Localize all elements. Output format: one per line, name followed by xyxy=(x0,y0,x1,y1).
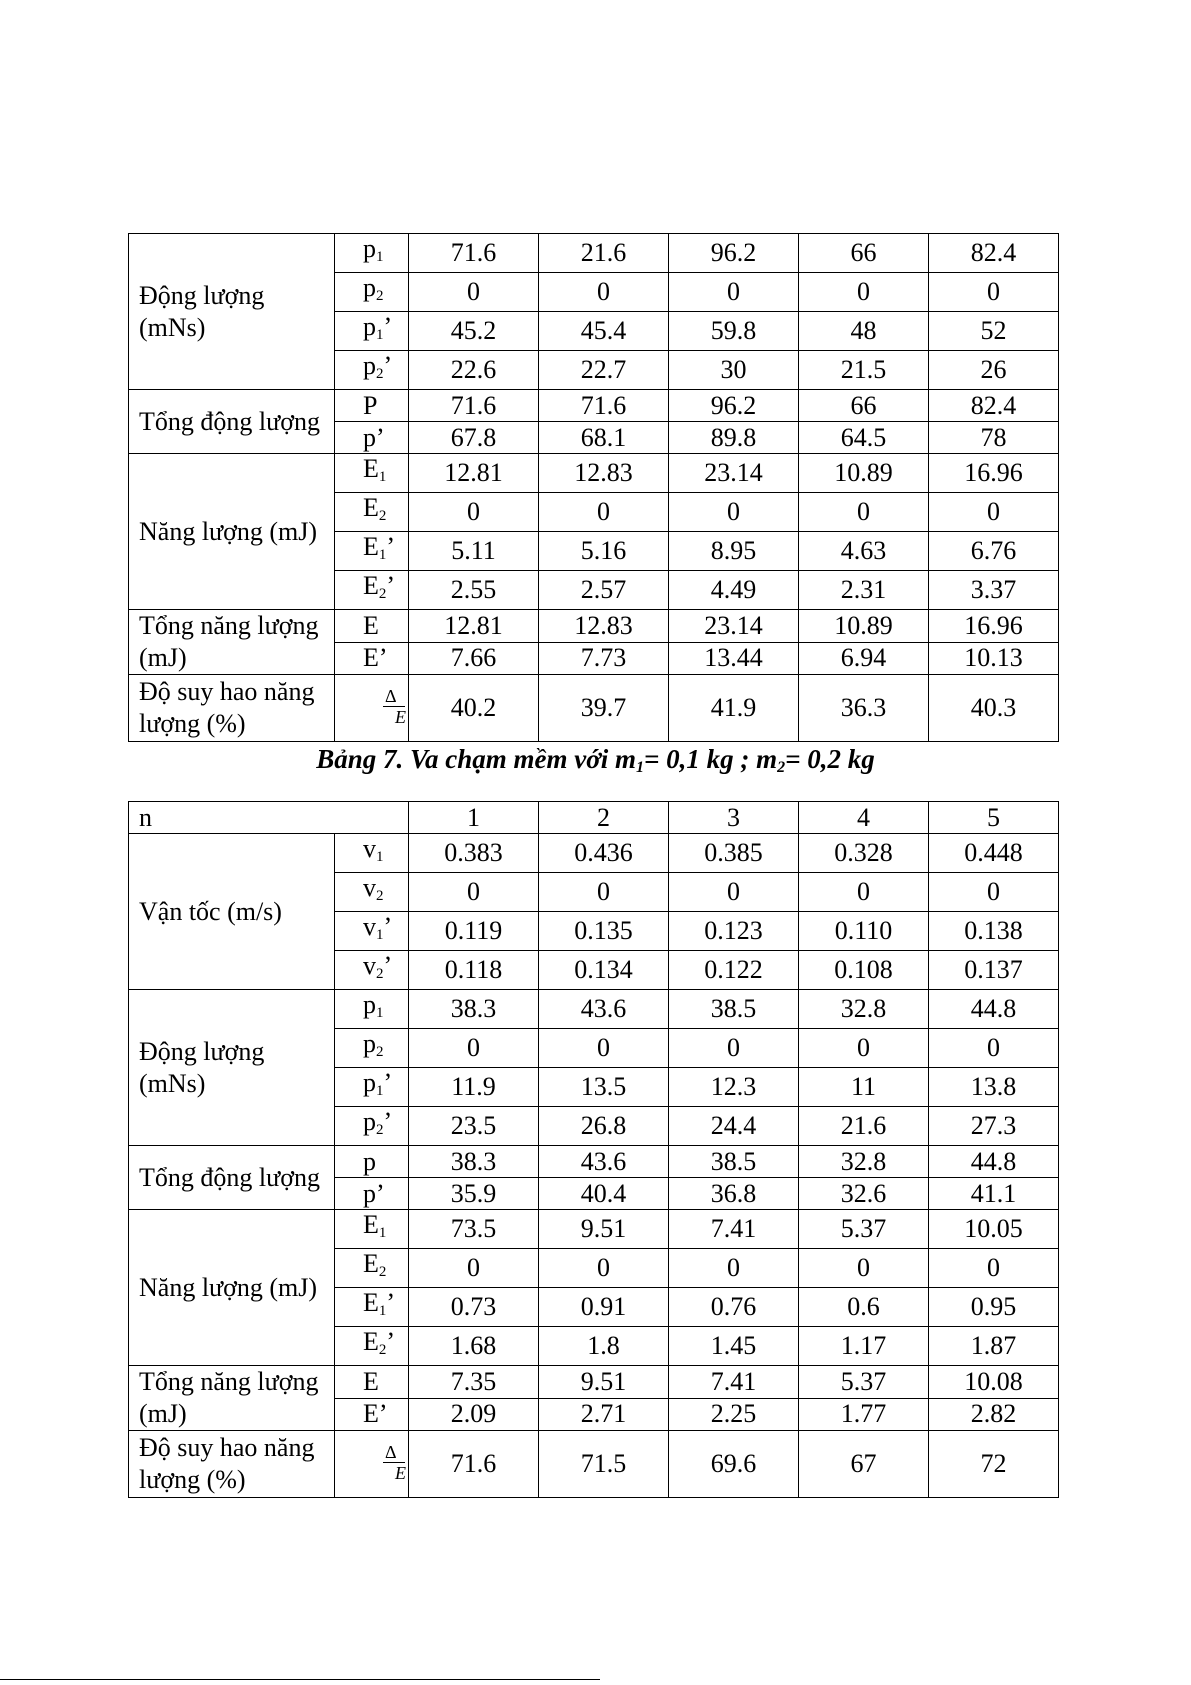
value-cell: 1.17 xyxy=(799,1327,929,1366)
energy-loss-label: Độ suy hao năng lượng (%) xyxy=(129,675,335,742)
value-cell: 45.4 xyxy=(539,312,669,351)
value-cell: 0 xyxy=(409,493,539,532)
quantity-symbol xyxy=(335,1398,409,1431)
quantity-symbol xyxy=(335,454,409,493)
energy-loss-value: 39.7 xyxy=(539,675,669,742)
value-cell: 23.14 xyxy=(669,454,799,493)
value-cell: 40.4 xyxy=(539,1178,669,1210)
symbol-text: p xyxy=(363,1107,376,1136)
value-cell: 4.49 xyxy=(669,571,799,610)
value-cell: 71.6 xyxy=(409,234,539,273)
value-cell: 16.96 xyxy=(929,610,1059,643)
value-cell: 44.8 xyxy=(929,990,1059,1029)
value-cell: 82.4 xyxy=(929,390,1059,422)
symbol-prime: ’ xyxy=(383,1107,393,1136)
symbol-text: P xyxy=(363,390,378,420)
fraction-denominator: E xyxy=(395,1463,406,1483)
value-cell: 10.89 xyxy=(799,610,929,643)
value-cell: 0 xyxy=(539,1249,669,1288)
table-row xyxy=(129,390,1059,422)
value-cell: 2.55 xyxy=(409,571,539,610)
value-cell: 0 xyxy=(929,1249,1059,1288)
value-cell: 73.5 xyxy=(409,1210,539,1249)
value-cell: 2.09 xyxy=(409,1398,539,1431)
value-cell: 0.76 xyxy=(669,1288,799,1327)
value-cell: 0.135 xyxy=(539,912,669,951)
value-cell: 21.6 xyxy=(799,1107,929,1146)
value-cell: 10.13 xyxy=(929,642,1059,675)
value-cell: 24.4 xyxy=(669,1107,799,1146)
value-cell: 0 xyxy=(409,873,539,912)
symbol-text: p’ xyxy=(363,422,385,452)
value-cell: 68.1 xyxy=(539,422,669,454)
value-cell: 5.11 xyxy=(409,532,539,571)
quantity-symbol xyxy=(335,532,409,571)
symbol-text: p xyxy=(363,1068,376,1097)
row-group-label: Vận tốc (m/s) xyxy=(129,834,335,990)
value-cell: 7.66 xyxy=(409,642,539,675)
symbol-subscript: 1 xyxy=(376,927,384,943)
value-cell: 0.95 xyxy=(929,1288,1059,1327)
value-cell: 0 xyxy=(669,493,799,532)
symbol-text: v xyxy=(363,951,376,980)
value-cell: 12.83 xyxy=(539,454,669,493)
value-cell: 0 xyxy=(539,493,669,532)
value-cell: 21.5 xyxy=(799,351,929,390)
value-cell: 3.37 xyxy=(929,571,1059,610)
value-cell: 2.31 xyxy=(799,571,929,610)
value-cell: 9.51 xyxy=(539,1366,669,1399)
value-cell: 0 xyxy=(669,1029,799,1068)
value-cell: 0 xyxy=(799,1029,929,1068)
value-cell: 38.5 xyxy=(669,1146,799,1178)
quantity-symbol xyxy=(335,1249,409,1288)
quantity-symbol xyxy=(335,1146,409,1178)
symbol-subscript: 1 xyxy=(376,327,384,343)
symbol-prime: ’ xyxy=(386,1288,396,1317)
quantity-symbol xyxy=(335,312,409,351)
fraction-symbol xyxy=(383,1442,408,1483)
symbol-subscript: 2 xyxy=(378,1264,387,1280)
symbol-subscript: 2 xyxy=(376,888,384,904)
energy-loss-value: 67 xyxy=(799,1431,929,1498)
value-cell: 0 xyxy=(799,873,929,912)
value-cell: 66 xyxy=(799,234,929,273)
value-cell: 71.6 xyxy=(409,390,539,422)
value-cell: 12.3 xyxy=(669,1068,799,1107)
value-cell: 22.7 xyxy=(539,351,669,390)
value-cell: 0 xyxy=(409,273,539,312)
value-cell: 32.8 xyxy=(799,990,929,1029)
value-cell: 1.77 xyxy=(799,1398,929,1431)
symbol-subscript: 1 xyxy=(376,1083,384,1099)
value-cell: 0.122 xyxy=(669,951,799,990)
value-cell: 1.8 xyxy=(539,1327,669,1366)
value-cell: 12.81 xyxy=(409,454,539,493)
value-cell: 26 xyxy=(929,351,1059,390)
value-cell: 7.41 xyxy=(669,1210,799,1249)
value-cell: 13.44 xyxy=(669,642,799,675)
value-cell: 0.137 xyxy=(929,951,1059,990)
soft-collision-table xyxy=(128,801,1059,1498)
symbol-text: E xyxy=(363,1249,379,1278)
value-cell: 0 xyxy=(539,1029,669,1068)
value-cell: 0 xyxy=(539,273,669,312)
symbol-text: v xyxy=(363,912,376,941)
value-cell: 0.328 xyxy=(799,834,929,873)
value-cell: 30 xyxy=(669,351,799,390)
value-cell: 0 xyxy=(669,273,799,312)
symbol-subscript: 1 xyxy=(378,1225,387,1241)
value-cell: 44.8 xyxy=(929,1146,1059,1178)
table-row xyxy=(129,834,1059,873)
symbol-subscript: 1 xyxy=(376,249,384,265)
value-cell: 7.73 xyxy=(539,642,669,675)
value-cell: 0.436 xyxy=(539,834,669,873)
value-cell: 36.8 xyxy=(669,1178,799,1210)
value-cell: 48 xyxy=(799,312,929,351)
energy-loss-value: 40.3 xyxy=(929,675,1059,742)
quantity-symbol xyxy=(335,493,409,532)
symbol-prime: ’ xyxy=(383,951,393,980)
value-cell: 4.63 xyxy=(799,532,929,571)
value-cell: 26.8 xyxy=(539,1107,669,1146)
value-cell: 5.37 xyxy=(799,1366,929,1399)
row-group-label: Tổng năng lượng (mJ) xyxy=(129,610,335,675)
value-cell: 38.5 xyxy=(669,990,799,1029)
energy-loss-value: 41.9 xyxy=(669,675,799,742)
value-cell: 9.51 xyxy=(539,1210,669,1249)
symbol-text: E xyxy=(363,571,379,600)
quantity-symbol xyxy=(335,390,409,422)
symbol-text: E’ xyxy=(363,643,388,673)
symbol-subscript: 2 xyxy=(376,966,384,982)
symbol-subscript: 1 xyxy=(378,547,387,563)
value-cell: 0.123 xyxy=(669,912,799,951)
symbol-prime: ’ xyxy=(386,1327,396,1356)
value-cell: 71.6 xyxy=(539,390,669,422)
value-cell: 7.35 xyxy=(409,1366,539,1399)
table-row xyxy=(129,1210,1059,1249)
symbol-text: p xyxy=(363,351,376,380)
symbol-subscript: 1 xyxy=(376,1005,384,1021)
value-cell: 43.6 xyxy=(539,990,669,1029)
symbol-text: p xyxy=(363,1029,376,1058)
value-cell: 52 xyxy=(929,312,1059,351)
symbol-text: E xyxy=(363,493,379,522)
value-cell: 0 xyxy=(409,1249,539,1288)
value-cell: 1.87 xyxy=(929,1327,1059,1366)
symbol-text: E’ xyxy=(363,1399,388,1429)
energy-loss-fraction xyxy=(335,675,409,742)
header-col-5: 5 xyxy=(929,802,1059,834)
symbol-text: p xyxy=(363,1146,376,1176)
energy-loss-label: Độ suy hao năng lượng (%) xyxy=(129,1431,335,1498)
value-cell: 22.6 xyxy=(409,351,539,390)
symbol-subscript: 2 xyxy=(378,586,387,602)
value-cell: 45.2 xyxy=(409,312,539,351)
quantity-symbol xyxy=(335,422,409,454)
value-cell: 0.73 xyxy=(409,1288,539,1327)
symbol-text: E xyxy=(363,1366,379,1396)
symbol-text: E xyxy=(363,454,379,483)
table-row xyxy=(129,1366,1059,1399)
symbol-text: E xyxy=(363,610,379,640)
fraction-numerator: Δ xyxy=(383,1442,405,1463)
table-row xyxy=(129,610,1059,643)
value-cell: 0.91 xyxy=(539,1288,669,1327)
table-row xyxy=(129,234,1059,273)
quantity-symbol xyxy=(335,1068,409,1107)
symbol-text: E xyxy=(363,1327,379,1356)
value-cell: 38.3 xyxy=(409,990,539,1029)
quantity-symbol xyxy=(335,1366,409,1399)
symbol-prime: ’ xyxy=(383,312,393,341)
value-cell: 41.1 xyxy=(929,1178,1059,1210)
fraction-symbol xyxy=(383,686,408,727)
value-cell: 0 xyxy=(929,873,1059,912)
value-cell: 5.37 xyxy=(799,1210,929,1249)
value-cell: 78 xyxy=(929,422,1059,454)
value-cell: 0 xyxy=(669,1249,799,1288)
energy-loss-fraction xyxy=(335,1431,409,1498)
quantity-symbol xyxy=(335,1327,409,1366)
row-group-label: Tổng động lượng xyxy=(129,390,335,454)
value-cell: 1.68 xyxy=(409,1327,539,1366)
value-cell: 43.6 xyxy=(539,1146,669,1178)
quantity-symbol xyxy=(335,1107,409,1146)
symbol-subscript: 2 xyxy=(376,366,384,382)
value-cell: 0.383 xyxy=(409,834,539,873)
quantity-symbol xyxy=(335,990,409,1029)
symbol-text: v xyxy=(363,873,376,902)
value-cell: 6.76 xyxy=(929,532,1059,571)
fraction-denominator: E xyxy=(395,707,406,727)
symbol-text: p xyxy=(363,990,376,1019)
symbol-subscript: 2 xyxy=(378,1342,387,1358)
header-col-2: 2 xyxy=(539,802,669,834)
value-cell: 0.134 xyxy=(539,951,669,990)
value-cell: 0.385 xyxy=(669,834,799,873)
table-row xyxy=(129,1146,1059,1178)
value-cell: 82.4 xyxy=(929,234,1059,273)
value-cell: 67.8 xyxy=(409,422,539,454)
symbol-prime: ’ xyxy=(383,351,393,380)
symbol-text: p xyxy=(363,312,376,341)
symbol-text: p xyxy=(363,234,376,263)
symbol-subscript: 1 xyxy=(376,849,384,865)
value-cell: 11 xyxy=(799,1068,929,1107)
value-cell: 0.119 xyxy=(409,912,539,951)
value-cell: 13.8 xyxy=(929,1068,1059,1107)
energy-loss-value: 71.6 xyxy=(409,1431,539,1498)
table-caption: Bảng 7. Va chạm mềm với m1= 0,1 kg ; m2= 0,2 kg xyxy=(316,744,875,776)
value-cell: 0 xyxy=(929,493,1059,532)
momentum-energy-table-top xyxy=(128,233,1059,742)
value-cell: 23.5 xyxy=(409,1107,539,1146)
row-group-label: Tổng năng lượng (mJ) xyxy=(129,1366,335,1431)
value-cell: 0.108 xyxy=(799,951,929,990)
value-cell: 32.6 xyxy=(799,1178,929,1210)
value-cell: 96.2 xyxy=(669,390,799,422)
value-cell: 0 xyxy=(409,1029,539,1068)
value-cell: 0 xyxy=(799,273,929,312)
value-cell: 0.6 xyxy=(799,1288,929,1327)
value-cell: 64.5 xyxy=(799,422,929,454)
value-cell: 0 xyxy=(669,873,799,912)
quantity-symbol xyxy=(335,351,409,390)
fraction-numerator: Δ xyxy=(383,686,405,707)
value-cell: 10.05 xyxy=(929,1210,1059,1249)
value-cell: 2.25 xyxy=(669,1398,799,1431)
value-cell: 6.94 xyxy=(799,642,929,675)
symbol-prime: ’ xyxy=(383,1068,393,1097)
quantity-symbol xyxy=(335,571,409,610)
value-cell: 10.89 xyxy=(799,454,929,493)
quantity-symbol xyxy=(335,951,409,990)
energy-loss-row xyxy=(129,1431,1059,1498)
value-cell: 96.2 xyxy=(669,234,799,273)
symbol-text: E xyxy=(363,1210,379,1239)
symbol-subscript: 1 xyxy=(378,1303,387,1319)
value-cell: 12.81 xyxy=(409,610,539,643)
value-cell: 32.8 xyxy=(799,1146,929,1178)
value-cell: 2.57 xyxy=(539,571,669,610)
symbol-subscript: 1 xyxy=(378,469,387,485)
footer-rule xyxy=(0,1679,600,1680)
value-cell: 38.3 xyxy=(409,1146,539,1178)
symbol-subscript: 2 xyxy=(376,1044,384,1060)
quantity-symbol xyxy=(335,873,409,912)
quantity-symbol xyxy=(335,1178,409,1210)
row-group-label: Năng lượng (mJ) xyxy=(129,1210,335,1366)
value-cell: 12.83 xyxy=(539,610,669,643)
value-cell: 11.9 xyxy=(409,1068,539,1107)
value-cell: 0.448 xyxy=(929,834,1059,873)
row-group-label: Động lượng (mNs) xyxy=(129,234,335,390)
header-col-1: 1 xyxy=(409,802,539,834)
energy-loss-value: 69.6 xyxy=(669,1431,799,1498)
symbol-text: p’ xyxy=(363,1178,385,1208)
value-cell: 21.6 xyxy=(539,234,669,273)
value-cell: 0.138 xyxy=(929,912,1059,951)
symbol-text: E xyxy=(363,532,379,561)
table-row xyxy=(129,990,1059,1029)
table-row xyxy=(129,454,1059,493)
value-cell: 0 xyxy=(799,1249,929,1288)
quantity-symbol xyxy=(335,234,409,273)
energy-loss-value: 36.3 xyxy=(799,675,929,742)
quantity-symbol xyxy=(335,610,409,643)
symbol-prime: ’ xyxy=(386,571,396,600)
value-cell: 8.95 xyxy=(669,532,799,571)
header-n-label: n xyxy=(129,802,409,834)
quantity-symbol xyxy=(335,642,409,675)
quantity-symbol xyxy=(335,834,409,873)
header-col-3: 3 xyxy=(669,802,799,834)
energy-loss-value: 40.2 xyxy=(409,675,539,742)
value-cell: 27.3 xyxy=(929,1107,1059,1146)
row-group-label: Năng lượng (mJ) xyxy=(129,454,335,610)
symbol-text: p xyxy=(363,273,376,302)
value-cell: 5.16 xyxy=(539,532,669,571)
energy-loss-row xyxy=(129,675,1059,742)
quantity-symbol xyxy=(335,1029,409,1068)
energy-loss-value: 71.5 xyxy=(539,1431,669,1498)
symbol-subscript: 2 xyxy=(376,288,384,304)
symbol-text: v xyxy=(363,834,376,863)
value-cell: 1.45 xyxy=(669,1327,799,1366)
value-cell: 59.8 xyxy=(669,312,799,351)
value-cell: 89.8 xyxy=(669,422,799,454)
quantity-symbol xyxy=(335,1288,409,1327)
value-cell: 7.41 xyxy=(669,1366,799,1399)
value-cell: 10.08 xyxy=(929,1366,1059,1399)
symbol-prime: ’ xyxy=(386,532,396,561)
row-group-label: Tổng động lượng xyxy=(129,1146,335,1210)
value-cell: 0.110 xyxy=(799,912,929,951)
value-cell: 23.14 xyxy=(669,610,799,643)
value-cell: 0 xyxy=(539,873,669,912)
value-cell: 0 xyxy=(929,1029,1059,1068)
symbol-text: E xyxy=(363,1288,379,1317)
value-cell: 0 xyxy=(799,493,929,532)
symbol-subscript: 2 xyxy=(378,508,387,524)
value-cell: 66 xyxy=(799,390,929,422)
quantity-symbol xyxy=(335,1210,409,1249)
value-cell: 0.118 xyxy=(409,951,539,990)
symbol-subscript: 2 xyxy=(376,1122,384,1138)
quantity-symbol xyxy=(335,912,409,951)
value-cell: 2.71 xyxy=(539,1398,669,1431)
header-row xyxy=(129,802,1059,834)
symbol-prime: ’ xyxy=(383,912,393,941)
value-cell: 13.5 xyxy=(539,1068,669,1107)
value-cell: 16.96 xyxy=(929,454,1059,493)
header-col-4: 4 xyxy=(799,802,929,834)
value-cell: 35.9 xyxy=(409,1178,539,1210)
quantity-symbol xyxy=(335,273,409,312)
energy-loss-value: 72 xyxy=(929,1431,1059,1498)
value-cell: 0 xyxy=(929,273,1059,312)
value-cell: 2.82 xyxy=(929,1398,1059,1431)
row-group-label: Động lượng (mNs) xyxy=(129,990,335,1146)
